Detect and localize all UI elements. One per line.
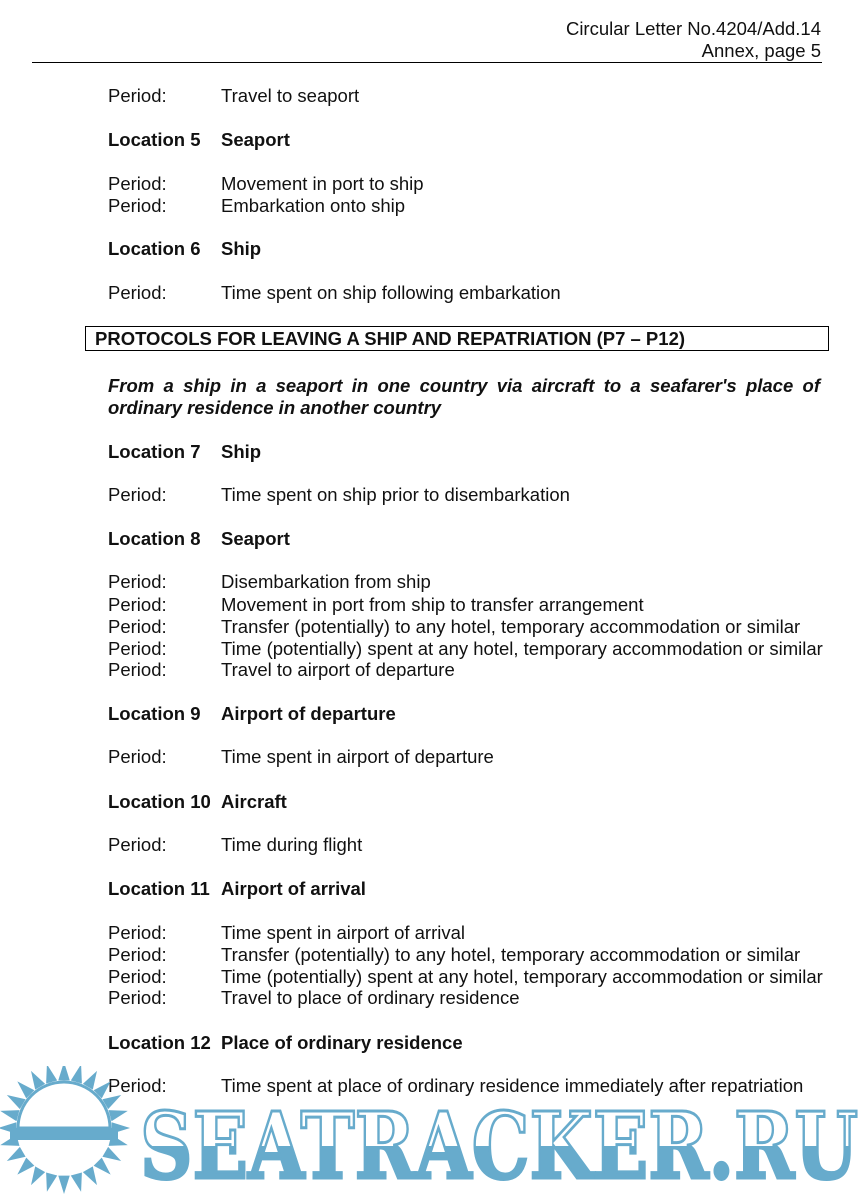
sun-ray xyxy=(71,1173,82,1192)
period-label: Period: xyxy=(108,173,167,194)
period-text: Disembarkation from ship xyxy=(221,571,431,592)
location-name: Seaport xyxy=(221,129,290,150)
period-text: Time spent on ship following embarkation xyxy=(221,282,561,303)
section-intro: From a ship in a seaport in one country via aircraft to a seafarer's place of ordinary residence in another country xyxy=(108,375,820,418)
period-text: Travel to place of ordinary residence xyxy=(221,987,520,1008)
location-name: Airport of departure xyxy=(221,703,396,724)
sun-ray xyxy=(46,1066,57,1083)
location-label: Location 11 xyxy=(108,878,210,899)
sun-ray xyxy=(58,1066,69,1080)
period-text: Transfer (potentially) to any hotel, temporary accommodation or similar xyxy=(221,944,801,965)
location-label: Location 9 xyxy=(108,703,201,724)
period-label: Period: xyxy=(108,594,167,615)
period-label: Period: xyxy=(108,484,167,505)
period-text: Time (potentially) spent at any hotel, temporary accommodation or similar xyxy=(221,966,823,987)
location-label: Location 10 xyxy=(108,791,211,812)
period-label: Period: xyxy=(108,746,167,767)
period-label: Period: xyxy=(108,195,167,216)
sun-ray xyxy=(0,1110,19,1121)
period-label: Period: xyxy=(108,987,167,1008)
period-text: Time (potentially) spent at any hotel, temporary accommodation or similar xyxy=(221,638,823,659)
location-label: Location 6 xyxy=(108,238,201,259)
sun-ray xyxy=(71,1066,82,1083)
period-label: Period: xyxy=(108,638,167,659)
period-label: Period: xyxy=(108,922,167,943)
location-name: Aircraft xyxy=(221,791,287,812)
location-label: Location 12 xyxy=(108,1032,211,1053)
sun-ray xyxy=(109,1110,128,1121)
sun-ray xyxy=(17,1158,34,1175)
period-text: Transfer (potentially) to any hotel, temporary accommodation or similar xyxy=(221,616,801,637)
location-name: Airport of arrival xyxy=(221,878,366,899)
watermark-text: SEATRACKER.RU xyxy=(140,1092,858,1196)
period-label: Period: xyxy=(108,571,167,592)
seatracker-watermark-logo xyxy=(0,1066,868,1196)
period-label: Period: xyxy=(108,282,167,303)
period-label: Period: xyxy=(108,834,167,855)
section-title: PROTOCOLS FOR LEAVING A SHIP AND REPATRIATION (P7 – P12) xyxy=(95,328,686,349)
sun-ray xyxy=(46,1173,57,1192)
period-text: Time spent on ship prior to disembarkation xyxy=(221,484,570,505)
location-label: Location 7 xyxy=(108,441,201,462)
sun-ray xyxy=(94,1158,111,1175)
period-text: Movement in port from ship to transfer arrangement xyxy=(221,594,644,615)
sun-ray xyxy=(31,1166,45,1185)
period-text: Time during flight xyxy=(221,834,363,855)
location-name: Seaport xyxy=(221,528,290,549)
period-text: Time spent in airport of departure xyxy=(221,746,494,767)
period-label: Period: xyxy=(108,966,167,987)
location-label: Location 5 xyxy=(108,129,201,150)
header-annex-page: Annex, page 5 xyxy=(701,40,821,61)
sun-ray xyxy=(58,1176,69,1194)
location-label: Location 8 xyxy=(108,528,201,549)
period-label: Period: xyxy=(108,944,167,965)
location-name: Ship xyxy=(221,441,262,462)
sun-ray xyxy=(83,1166,97,1185)
header-circular-letter: Circular Letter No.4204/Add.14 xyxy=(565,18,821,39)
period-text: Embarkation onto ship xyxy=(221,195,406,216)
header-rule xyxy=(32,62,822,63)
sun-ray xyxy=(102,1147,121,1161)
sun-ray xyxy=(7,1147,26,1161)
location-name: Ship xyxy=(221,238,262,259)
period-text: Time spent at place of ordinary residence immediately after repatriation xyxy=(221,1075,804,1096)
period-label: Period: xyxy=(108,616,167,637)
period-label: Period: xyxy=(108,1075,167,1096)
period-text: Travel to seaport xyxy=(221,85,360,106)
period-text: Travel to airport of departure xyxy=(221,659,455,680)
location-name: Place of ordinary residence xyxy=(221,1032,463,1053)
section-title-box xyxy=(85,326,829,351)
period-text: Movement in port to ship xyxy=(221,173,424,194)
sun-icon xyxy=(0,1066,130,1194)
period-text: Time spent in airport of arrival xyxy=(221,922,466,943)
period-label: Period: xyxy=(108,659,167,680)
period-label: Period: xyxy=(108,85,167,106)
